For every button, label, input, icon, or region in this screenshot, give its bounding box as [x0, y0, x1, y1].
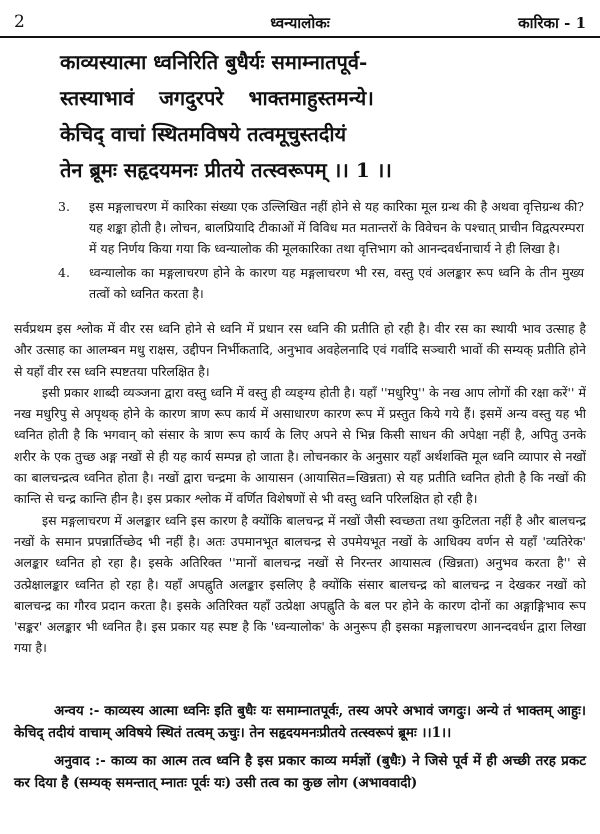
footnotes [14, 196, 584, 307]
footnote-text: इस मङ्गलाचरण में कारिका संख्या एक उल्लिखित नहीं होने से यह कारिका मूल ग्रन्थ की है अथवा वृत्तिग्रन्थ की? यह शङ्का होती है। लोचन, बालप्रियादि टीकाओं में विविध मत मतान्तरों के विवेचन के पश्चात् प्राचीन विद्वत्परम्परा में यह निर्णय किया गया कि ध्वन्यालोक की मूलकारिका तथा वृत्तिभाग को आनन्दवर्धनाचार्य ने ही लिखा है। [89, 199, 584, 256]
footnote [14, 262, 584, 304]
verse-line: तेन ब्रूमः सहृदयमनः प्रीतये तत्स्वरूपम् ।। 1 ।। [60, 158, 392, 182]
commentary-body [14, 318, 586, 659]
running-header [0, 10, 600, 38]
paragraph: सर्वप्रथम इस श्लोक में वीर रस ध्वनि होने से ध्वनि में प्रधान रस ध्वनि की प्रतीति हो रही है। वीर रस का स्थायी भाव उत्साह है और उत्साह का आलम्बन मधु राक्षस, उद्दीपन निर्भीकतादि, अनुभाव अवहेलनादि एवं गर्वादि सञ्चारी भावों की सम्यक् प्रतीति होने से यहाँ वीर रस ध्वनि स्पष्टतया परिलक्षित है। [14, 321, 586, 379]
verse-line: काव्यस्यात्मा ध्वनिरिति बुधैर्यः समाम्नातपूर्व- [60, 50, 368, 74]
footnote-number: 3. [58, 199, 70, 214]
anvaya-text: अन्वय :- काव्यस्य आत्मा ध्वनिः इति बुधैः यः समाम्नातपूर्वः, तस्य अपरे अभावं जगदुः। अन्ये तं भाक्तम् आहुः। केचिद् तदीयं वाचाम् अविषये स्थितं तत्वम् ऊचुः। तेन सहृदयमनःप्रीतये तत्स्वरूपं ब्रूमः ।।1।। [14, 703, 586, 741]
verse-line: केचिद् वाचां स्थितमविषये तत्वमूचुस्तदीयं [60, 122, 347, 146]
footnote-number: 4. [58, 265, 70, 280]
book-title: ध्वन्यालोकः [270, 14, 330, 32]
anuvad-text: अनुवाद :- काव्य का आत्म तत्व ध्वनि है इस प्रकार काव्य मर्मज्ञों (बुधैः) ने जिसे पूर्व में ही अच्छी तरह प्रकट कर दिया है (सम्यक् समन्तात् म्नातः पूर्वः यः) उसी तत्व का कुछ लोग (अभाववादी) [14, 753, 586, 791]
footnote [14, 196, 584, 259]
karika-verse [60, 44, 530, 188]
paragraph: इस मङ्गलाचरण में अलङ्कार ध्वनि इस कारण है क्योंकि बालचन्द्र में नखों जैसी स्वच्छता तथा कुटिलता नहीं है और बालचन्द्र नखों के समान प्रपन्नार्तिच्छेद भी नहीं है। अतः उपमानभूत बालचन्द्र से उपमेयभूत नखों के आधिक्य वर्णन से यहाँ 'व्यतिरेक' अलङ्कार ध्वनित हो रहा है। इसके अतिरिक्त ''मानों बालचन्द्र नखों से निरन्तर आयासत्व (खिन्नता) अनुभव करता है'' से उत्प्रेक्षालङ्कार ध्वनित हो रहा है। यहाँ अपह्नुति अलङ्कार इसलिए है क्योंकि संसार बालचन्द्र को बालचन्द्र न देखकर नखों को बालचन्द्र का गौरव प्रदान करता है। इसके अतिरिक्त यहाँ उत्प्रेक्षा अपह्नुति के बल पर होने के कारण दोनों का अङ्गाङ्गिभाव रूप 'सङ्कर' अलङ्कार भी ध्वनित है। इस प्रकार यह स्पष्ट है कि 'ध्वन्यालोक' के अनुरूप ही इसका मङ्गलाचरण आनन्दवर्धन द्वारा लिखा गया है। [14, 512, 586, 656]
section-label: कारिका - 1 [518, 14, 586, 32]
footnote-text: ध्वन्यालोक का मङ्गलाचरण होने के कारण यह मङ्गलाचरण भी रस, वस्तु एवं अलङ्कार रूप ध्वनि के तीन मुख्य तत्वों को ध्वनित करता है। [89, 265, 584, 301]
paragraph: इसी प्रकार शाब्दी व्यञ्जना द्वारा वस्तु ध्वनि में वस्तु ही व्यङ्ग्य होती है। यहाँ ''मधुरिपु'' के नख आप लोगों की रक्षा करें'' में नख मधुरिपु से अपृथक् होने के कारण त्राण रूप कार्य में असाधारण कारण रूप में प्रस्तुत किये गये हैं। इसमें अन्य वस्तु यह भी ध्वनित होती है कि भगवान् को संसार के त्राण रूप कार्य के लिए अपने से भिन्न किसी साधन की अपेक्षा नहीं है, अपितु उनके शरीर के एक तुच्छ अङ्ग नखों से ही यह कार्य सम्पन्न हो जाता है। लोचनकार के अनुसार यहाँ अर्थशक्ति मूल ध्वनि व्यापार से नखों का बालचन्द्रत्व ध्वनित होता है। नखों द्वारा चन्द्रमा के आयासन (आयासित=खिन्नता) से यह प्रतीति ध्वनित होती है कि नखों की कान्ति से चन्द्र कान्ति हीन है। इस प्रकार श्लोक में वर्णित विशेषणों से भी वस्तु ध्वनि परिलक्षित हो रही है। [14, 384, 586, 507]
verse-line: स्तस्याभावं जगदुरपरे भाक्तमाहुस्तमन्ये। [60, 86, 374, 110]
anvaya-anuvad [14, 700, 586, 800]
page-number: 2 [14, 12, 25, 32]
